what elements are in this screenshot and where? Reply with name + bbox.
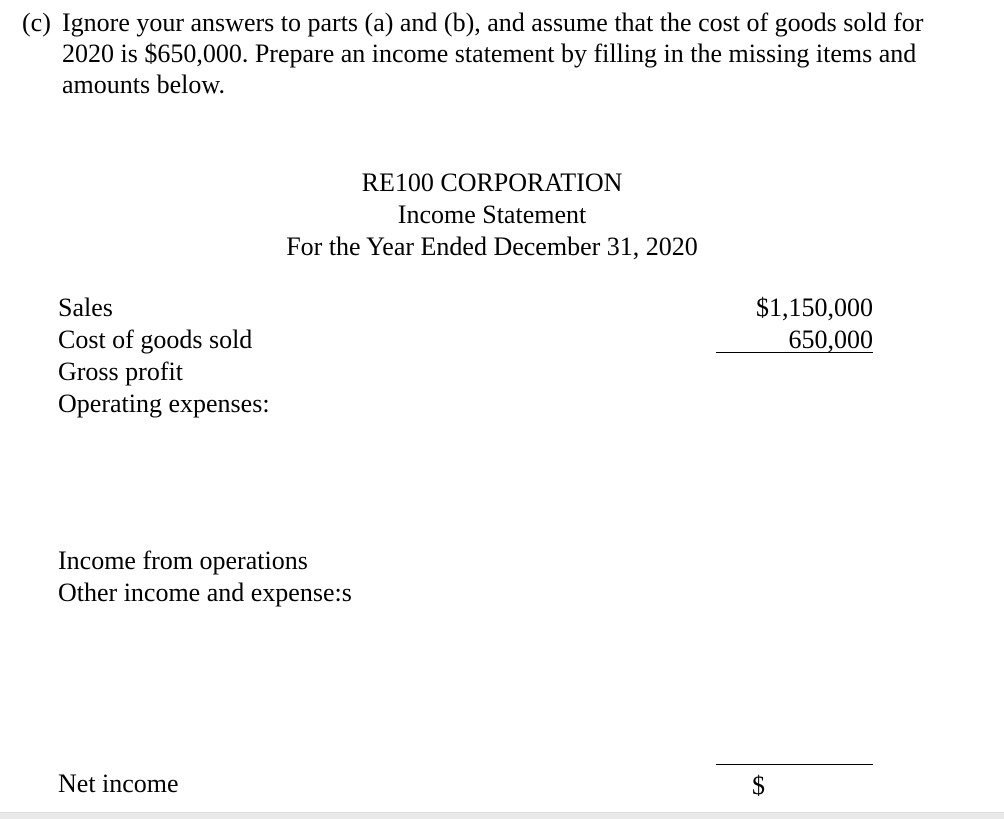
instruction-line-1 [22, 7, 982, 38]
net-income-label: Net income [58, 769, 179, 798]
instruction-line-3: amounts below. [62, 70, 225, 99]
statement-title: Income Statement [397, 200, 587, 229]
instruction-line-2: 2020 is $650,000. Prepare an income statement by filling in the missing items and [62, 39, 917, 68]
instruction-text-1: Ignore your answers to parts (a) and (b), and assume that the cost of goods sold for [62, 8, 924, 37]
net-income-currency: $ [752, 771, 765, 800]
operating-expenses-label: Operating expenses: [58, 389, 270, 418]
income-from-operations-label: Income from operations [58, 546, 308, 575]
part-marker: (c) [22, 8, 51, 37]
sales-amount: $1,150,000 [756, 293, 873, 322]
gross-profit-label: Gross profit [58, 357, 183, 386]
cogs-label: Cost of goods sold [58, 325, 253, 354]
company-name: RE100 CORPORATION [361, 168, 623, 197]
sales-label: Sales [58, 293, 113, 322]
other-income-label: Other income and expense:s [58, 578, 352, 607]
question-instructions [22, 7, 982, 100]
net-income-overline [716, 764, 873, 765]
cogs-amount: 650,000 [788, 325, 873, 354]
statement-period: For the Year Ended December 31, 2020 [286, 232, 698, 261]
cogs-underline [716, 352, 873, 353]
